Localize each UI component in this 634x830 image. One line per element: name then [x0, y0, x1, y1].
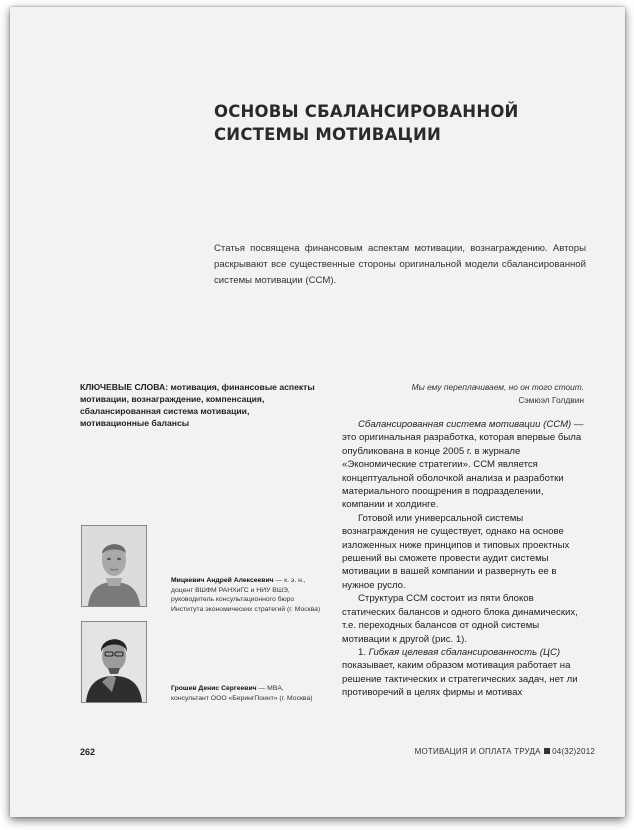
author-info — [171, 576, 321, 614]
author-name: Грошев Денис Сергеевич — [171, 685, 257, 692]
epigraph — [330, 381, 584, 407]
body-paragraph — [342, 418, 586, 512]
article-body — [342, 418, 586, 700]
article-abstract: Статья посвящена финансовым аспектам мотивации, вознаграждению. Авторы раскрывают все существенные стороны оригинальной модели сбалансированной системы мотивации (ССМ). — [214, 243, 586, 286]
journal-footer — [415, 747, 595, 756]
portrait-illustration — [82, 526, 146, 606]
body-text: показывает, каким образом мотивация работает на решение тактических и стратегических задач, нет ли противоречий в целях фирмы и мотивах — [342, 660, 578, 699]
square-bullet-icon — [544, 748, 550, 754]
author-photo — [81, 525, 147, 607]
body-emphasis: Гибкая целевая сбалансированность (ЦС) — [368, 646, 561, 658]
body-text: — это оригинальная разработка, которая впервые была опубликована в конце 2005 г. в журнале «Экономические стратегии». ССМ является концептуальной оболочкой анализа и разработки материального поощрения в подразделении, компании и холдинге. — [342, 419, 584, 511]
body-emphasis: Сбалансированная система мотивации (ССМ) — [358, 419, 572, 430]
list-number: 1. — [358, 646, 369, 658]
author-photo — [81, 621, 147, 703]
epigraph-author: Сэмюэл Голдвин — [518, 395, 584, 405]
author-credentials: — MBA, консультант ООО «БерингПоинт» (г. Москва) — [171, 685, 313, 702]
body-paragraph: Готовой или универсальной системы вознаграждения не существует, однако на основе изложенных ниже принципов и типовых проектных решений вы сможете провести аудит системы мотивации в вашей компании и развернуть ее в нужное русло. — [342, 512, 570, 591]
body-paragraph: Структура ССМ состоит из пяти блоков статических балансов и одного блока динамических, т.е. переходных балансов от одной системы мотивации к другой (рис. 1). — [342, 593, 578, 645]
portrait-illustration — [82, 622, 146, 702]
epigraph-quote: Мы ему переплачиваем, но он того стоит. — [411, 382, 584, 392]
body-paragraph — [342, 646, 586, 700]
keywords-text: мотивация, финансовые аспекты мотивации, вознаграждение, компенсация, сбалансированная система мотивации, мотивационные балансы — [80, 382, 315, 428]
author-credentials: — к. э. н., доцент ВШФМ РАНХиГС и НИУ ВШЭ, руководитель консультационного бюро Института экономических стратегий (г. Москва) — [171, 577, 321, 613]
journal-name: МОТИВАЦИЯ И ОПЛАТА ТРУДА — [414, 747, 541, 756]
page-number: 262 — [80, 747, 96, 757]
keywords-label: КЛЮЧЕВЫЕ СЛОВА: — [80, 382, 169, 392]
author-name: Мицкевич Андрей Алексеевич — [171, 577, 274, 584]
article-title: ОСНОВЫ СБАЛАНСИРОВАННОЙ СИСТЕМЫ МОТИВАЦИИ — [214, 102, 519, 144]
journal-issue: 04(32)2012 — [552, 747, 595, 756]
keywords-block — [80, 381, 316, 429]
author-info — [171, 684, 321, 703]
